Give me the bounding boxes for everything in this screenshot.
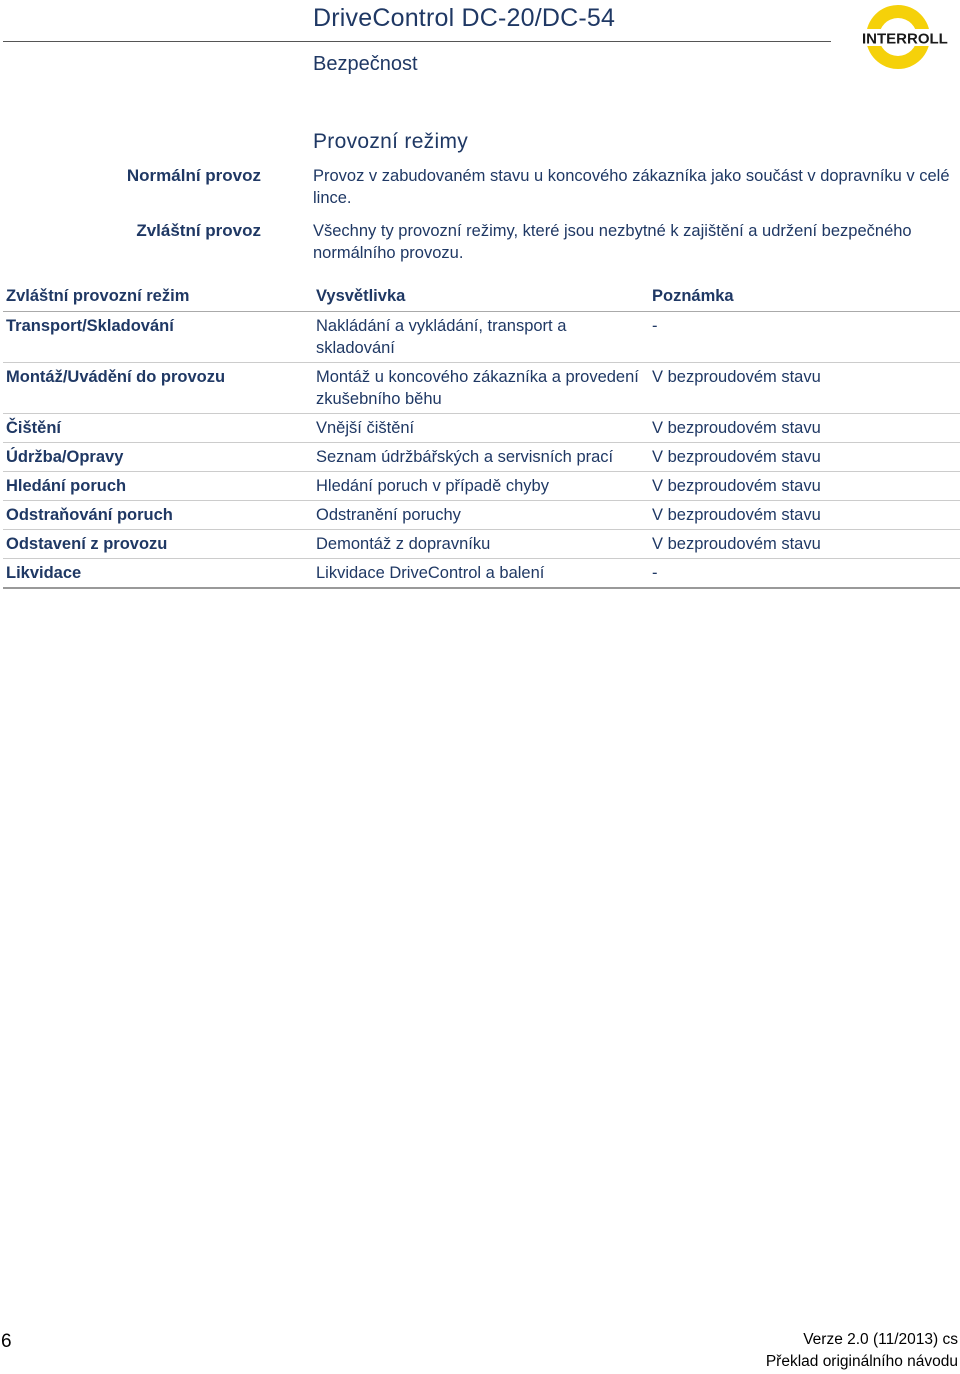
explanation-cell: Seznam údržbářských a servisních prací [313, 443, 649, 472]
mode-cell: Montáž/Uvádění do provozu [3, 363, 313, 414]
explanation-cell: Likvidace DriveControl a balení [313, 559, 649, 589]
definition-term-special: Zvláštní provoz [136, 221, 261, 240]
document-title: DriveControl DC-20/DC-54 [313, 4, 616, 32]
explanation-cell: Vnější čištění [313, 414, 649, 443]
special-modes-table [3, 282, 960, 589]
mode-cell: Odstavení z provozu [3, 530, 313, 559]
mode-cell: Čištění [3, 414, 313, 443]
table-row [3, 559, 960, 589]
explanation-cell: Odstranění poruchy [313, 501, 649, 530]
column-header-explanation: Vysvětlivka [313, 282, 649, 312]
mode-cell: Údržba/Opravy [3, 443, 313, 472]
explanation-cell: Montáž u koncového zákazníka a provedení zkušebního běhu [313, 363, 649, 414]
table-header-row [3, 282, 960, 312]
header-divider [3, 41, 831, 42]
note-cell: - [649, 312, 960, 363]
note-cell: V bezproudovém stavu [649, 414, 960, 443]
definition-text-normal: Provoz v zabudovaném stavu u koncového zákazníka jako součást v dopravníku v celé lince. [313, 167, 950, 207]
mode-cell: Hledání poruch [3, 472, 313, 501]
table-row [3, 443, 960, 472]
table-row [3, 472, 960, 501]
note-cell: V bezproudovém stavu [649, 530, 960, 559]
column-header-mode: Zvláštní provozní režim [3, 282, 313, 312]
explanation-cell: Demontáž z dopravníku [313, 530, 649, 559]
note-cell: V bezproudovém stavu [649, 443, 960, 472]
page-number: 6 [1, 1331, 12, 1352]
table-row [3, 530, 960, 559]
version-label: Verze 2.0 (11/2013) cs [803, 1331, 958, 1348]
definition-text-special: Všechny ty provozní režimy, které jsou nezbytné k zajištění a udržení bezpečného normálního provozu. [313, 222, 912, 262]
table-row [3, 414, 960, 443]
table-row [3, 363, 960, 414]
operating-modes-heading: Provozní režimy [313, 130, 469, 153]
section-title: Bezpečnost [313, 53, 418, 75]
note-cell: V bezproudovém stavu [649, 363, 960, 414]
mode-cell: Likvidace [3, 559, 313, 589]
interroll-logo [858, 2, 960, 72]
note-cell: V bezproudovém stavu [649, 472, 960, 501]
table-row [3, 312, 960, 363]
translation-note: Překlad originálního návodu [765, 1353, 958, 1370]
logo-text: INTERROLL [862, 30, 948, 48]
mode-cell: Odstraňování poruch [3, 501, 313, 530]
note-cell: - [649, 559, 960, 589]
note-cell: V bezproudovém stavu [649, 501, 960, 530]
column-header-note: Poznámka [649, 282, 960, 312]
explanation-cell: Hledání poruch v případě chyby [313, 472, 649, 501]
definition-term-normal: Normální provoz [126, 166, 261, 185]
mode-cell: Transport/Skladování [3, 312, 313, 363]
explanation-cell: Nakládání a vykládání, transport a skladování [313, 312, 649, 363]
table-row [3, 501, 960, 530]
